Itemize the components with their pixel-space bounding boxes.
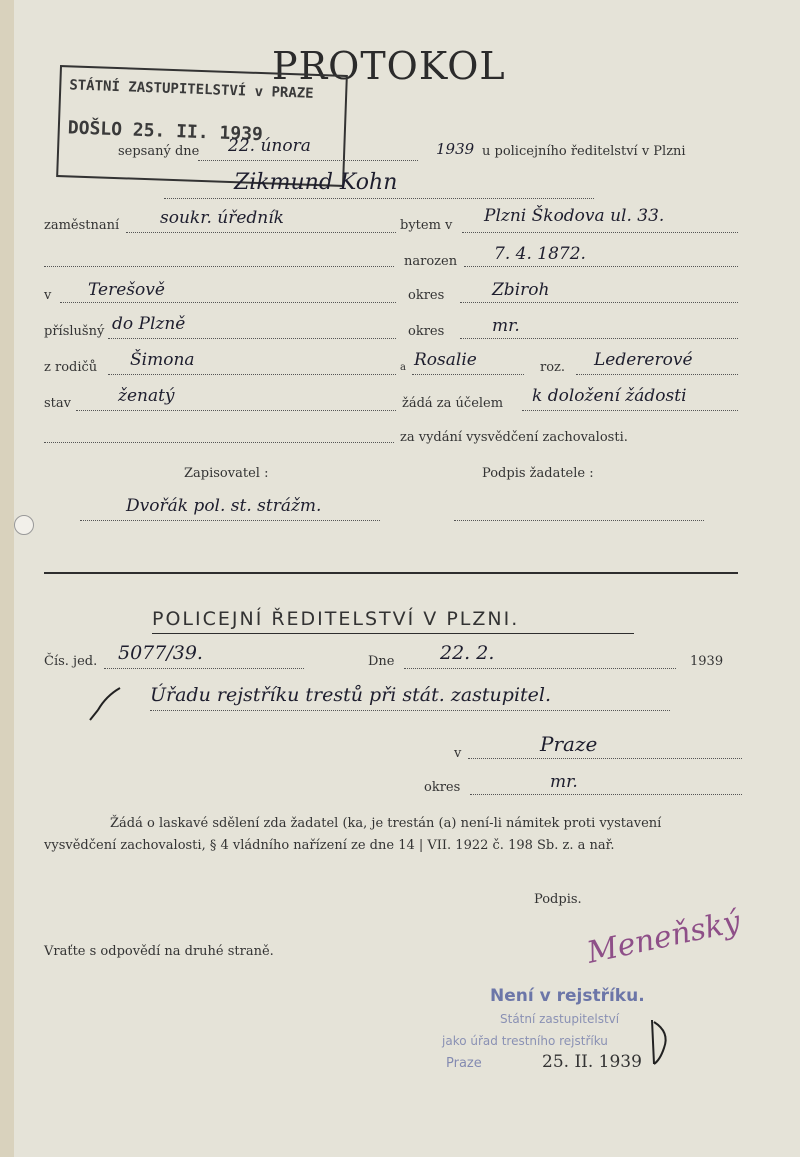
document-title: PROTOKOL xyxy=(272,44,506,88)
zapisovatel-label: Zapisovatel : xyxy=(184,466,269,481)
check-mark-icon xyxy=(88,686,122,722)
bottom-stamp-line: Není v rejstříku. xyxy=(490,986,645,1006)
dotted-line xyxy=(150,710,670,711)
dne-value: 22. 2. xyxy=(440,642,495,664)
a-label: a xyxy=(400,362,406,373)
prislusny-label: příslušný xyxy=(44,324,105,339)
recipient-city: Praze xyxy=(540,732,598,756)
applicant-name: Zikmund Kohn xyxy=(234,170,398,195)
recipient-okres-label: okres xyxy=(424,780,461,795)
dotted-line xyxy=(198,160,418,161)
roz-label: roz. xyxy=(540,360,566,375)
stamp-line: STÁTNÍ ZASTUPITELSTVÍ v PRAZE xyxy=(69,77,314,102)
dotted-line xyxy=(126,232,396,233)
dotted-line xyxy=(404,668,676,669)
dotted-line xyxy=(76,410,396,411)
request-line-1: Žádá o laskavé sdělení zda žadatel (ka, je trestán (a) není-li námitek proti vystavení xyxy=(110,816,662,831)
roz-value: Ledererové xyxy=(594,350,693,370)
v-label: v xyxy=(44,288,52,303)
dotted-line xyxy=(108,338,396,339)
dotted-line xyxy=(44,442,394,443)
dotted-line xyxy=(412,374,524,375)
dotted-line xyxy=(44,266,394,267)
cis-value: 5077/39. xyxy=(118,642,203,664)
rodicu-label: z rodičů xyxy=(44,360,98,375)
header-underline xyxy=(152,633,634,634)
okres2-label: okres xyxy=(408,324,445,339)
rodicu-value: Šimona xyxy=(130,350,195,370)
podpis-label: Podpis. xyxy=(534,892,582,907)
police-header: POLICEJNÍ ŘEDITELSTVÍ V PLZNI. xyxy=(152,608,520,630)
request-line-2: vysvědčení zachovalosti, § 4 vládního nařízení ze dne 14 | VII. 1922 č. 198 Sb. z. a nař. xyxy=(44,838,615,853)
section-divider xyxy=(44,572,738,574)
stav-value: ženatý xyxy=(118,386,175,406)
dotted-line xyxy=(522,410,738,411)
dotted-line xyxy=(462,232,738,233)
stav-label: stav xyxy=(44,396,71,411)
dotted-line xyxy=(80,520,380,521)
recipient-value: Úřadu rejstříku trestů při stát. zastupitel. xyxy=(150,684,552,706)
vydani-label: za vydání vysvědčení zachovalosti. xyxy=(400,430,628,445)
received-stamp xyxy=(56,65,348,187)
podpis-zadatele-label: Podpis žadatele : xyxy=(482,466,594,481)
document-page xyxy=(14,0,800,1157)
sepsany-year: 1939 xyxy=(436,140,475,158)
bottom-stamp-line: Státní zastupitelství xyxy=(500,1012,620,1026)
zada-label: žádá za účelem xyxy=(402,396,504,411)
okres1-value: Zbiroh xyxy=(492,280,550,300)
recipient-okres-value: mr. xyxy=(550,772,578,792)
zapisovatel-value: Dvořák pol. st. strážm. xyxy=(126,496,322,516)
punch-hole xyxy=(14,515,34,535)
dotted-line xyxy=(468,758,742,759)
bottom-stamp-line: jako úřad trestního rejstříku xyxy=(442,1034,608,1048)
narozen-value: 7. 4. 1872. xyxy=(494,244,586,264)
cis-label: Čís. jed. xyxy=(44,654,98,669)
bottom-stamp-date: 25. II. 1939 xyxy=(542,1052,642,1072)
dotted-line xyxy=(108,374,396,375)
police-year: 1939 xyxy=(690,654,724,669)
bottom-stamp-city: Praze xyxy=(446,1056,482,1071)
stamp-date: DOŠLO 25. II. 1939 xyxy=(67,117,264,146)
sepsany-value: 22. února xyxy=(228,136,311,156)
place-suffix: u policejního ředitelství v Plzni xyxy=(482,144,686,159)
dotted-line xyxy=(164,198,594,199)
zamestnani-value: soukr. úředník xyxy=(160,208,284,228)
recipient-v-label: v xyxy=(454,746,462,761)
dotted-line xyxy=(464,266,738,267)
dotted-line xyxy=(460,338,738,339)
sepsany-label: sepsaný dne xyxy=(118,144,200,159)
bytem-value: Plzni Škodova ul. 33. xyxy=(484,206,665,226)
a-value: Rosalie xyxy=(414,350,477,370)
v-value: Terešově xyxy=(88,280,165,300)
dotted-line xyxy=(60,302,396,303)
zamestnani-label: zaměstnaní xyxy=(44,218,120,233)
dotted-line xyxy=(470,794,742,795)
dotted-line xyxy=(454,520,704,521)
okres2-value: mr. xyxy=(492,316,520,336)
official-signature: Meneňský xyxy=(584,904,744,971)
dotted-line xyxy=(104,668,304,669)
dotted-line xyxy=(460,302,738,303)
zada-value: k doložení žádosti xyxy=(532,386,687,406)
dne-label: Dne xyxy=(368,654,395,669)
narozen-label: narozen xyxy=(404,254,458,269)
dotted-line xyxy=(576,374,738,375)
prislusny-value: do Plzně xyxy=(112,314,186,334)
initial-mark-icon xyxy=(648,1018,672,1068)
bytem-label: bytem v xyxy=(400,218,453,233)
return-note: Vraťte s odpovědí na druhé straně. xyxy=(44,944,274,959)
okres1-label: okres xyxy=(408,288,445,303)
